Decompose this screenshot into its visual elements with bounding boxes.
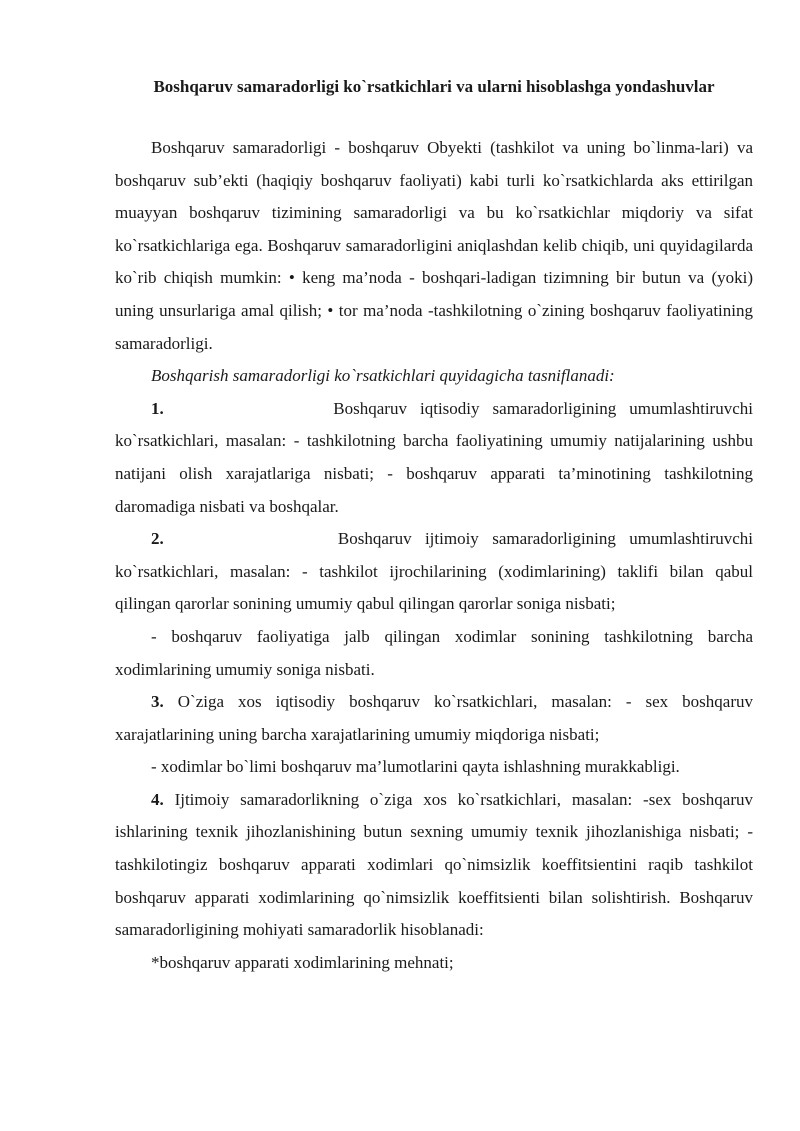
item-2-subitem: - boshqaruv faoliyatiga jalb qilingan xodimlar sonining tashkilotning barcha xodimlarining umumiy soniga nisbati. [115,626,753,679]
item-1-text: ko`rsatkichlari, masalan: - tashkilotning barcha faoliyatining umumiy natijalarining ushbu natijani olish xarajatlariga nisbati; - boshqaruv apparati ta’minotining tashkilotning daromadiga nisbati va boshqalar. [115,431,753,516]
item-2-number: 2. [151,529,164,549]
item-1-heading-text: Boshqaruv iqtisodiy samaradorligining umumlashtiruvchi [333,398,753,418]
item-2-heading [115,523,753,556]
document-title: Boshqaruv samaradorligi ko`rsatkichlari va ularni hisoblashga yondashuvlar [153,77,715,96]
item-3-paragraph [115,686,753,751]
item-3-subitem: - xodimlar bo`limi boshqaruv ma’lumotlarini qayta ishlashning murakkabligi. [151,757,680,777]
item-3-number: 3. [151,692,164,712]
item-3-text: O`ziga xos iqtisodiy boshqaruv ko`rsatkichlari, masalan: - sex boshqaruv xarajatlarining uning barcha xarajatlarining umumiy miqdoriga nisbati; [115,692,753,744]
item-4-number: 4. [151,789,164,809]
document-page [115,75,753,979]
item-2-text: ko`rsatkichlari, masalan: - tashkilot ijrochilarining (xodimlarining) taklifi bilan qabul qilingan qarorlar sonining umumiy qabul qilingan qarorlar soniga nisbati; [115,561,753,614]
classification-heading: Boshqarish samaradorligi ko`rsatkichlari quyidagicha tasniflanadi: [151,366,615,386]
item-4-paragraph [115,784,753,947]
item-1-number: 1. [151,398,164,418]
item-4-text: Ijtimoiy samaradorlikning o`ziga xos ko`rsatkichlari, masalan: -sex boshqaruv ishlarining texnik jihozlanishining butun sexning umumiy texnik jihozlanishiga nisbati; -tashkilotingiz boshqaruv apparati xodimlari qo`nimsizlik koeffitsientini raqib tashkilot boshqaruv apparati xodimlarining qo`nimsizlik koeffitsienti bilan solishtirish. Boshqaruv samaradorligining mohiyati samaradorlik hisoblanadi: [115,789,754,940]
bullet-item: *boshqaruv apparati xodimlarining mehnati; [151,952,454,972]
item-2-heading-text: Boshqaruv ijtimoiy samaradorligining umumlashtiruvchi [337,529,753,549]
intro-paragraph: Boshqaruv samaradorligi - boshqaruv Obyekti (tashkilot va uning bo`linma-lari) va boshqaruv sub’ekti (haqiqiy boshqaruv faoliyati) kabi turli ko`rsatkichlarda aks ettirilgan muayyan boshqaruv tizimining samaradorligi va bu ko`rsatkichlar miqdoriy va sifat ko`rsatkichlariga ega. Boshqaruv samaradorligini aniqlashdan kelib chiqib, uni quyidagilarda ko`rib chiqish mumkin: • keng ma’noda - boshqari-ladigan tizimning bir butun va (yoki) uning unsurlariga amal qilish; • tor ma’noda -tashkilotning o`zining boshqaruv faoliyatining samaradorligi. [115,138,753,353]
item-1-heading [115,393,753,426]
